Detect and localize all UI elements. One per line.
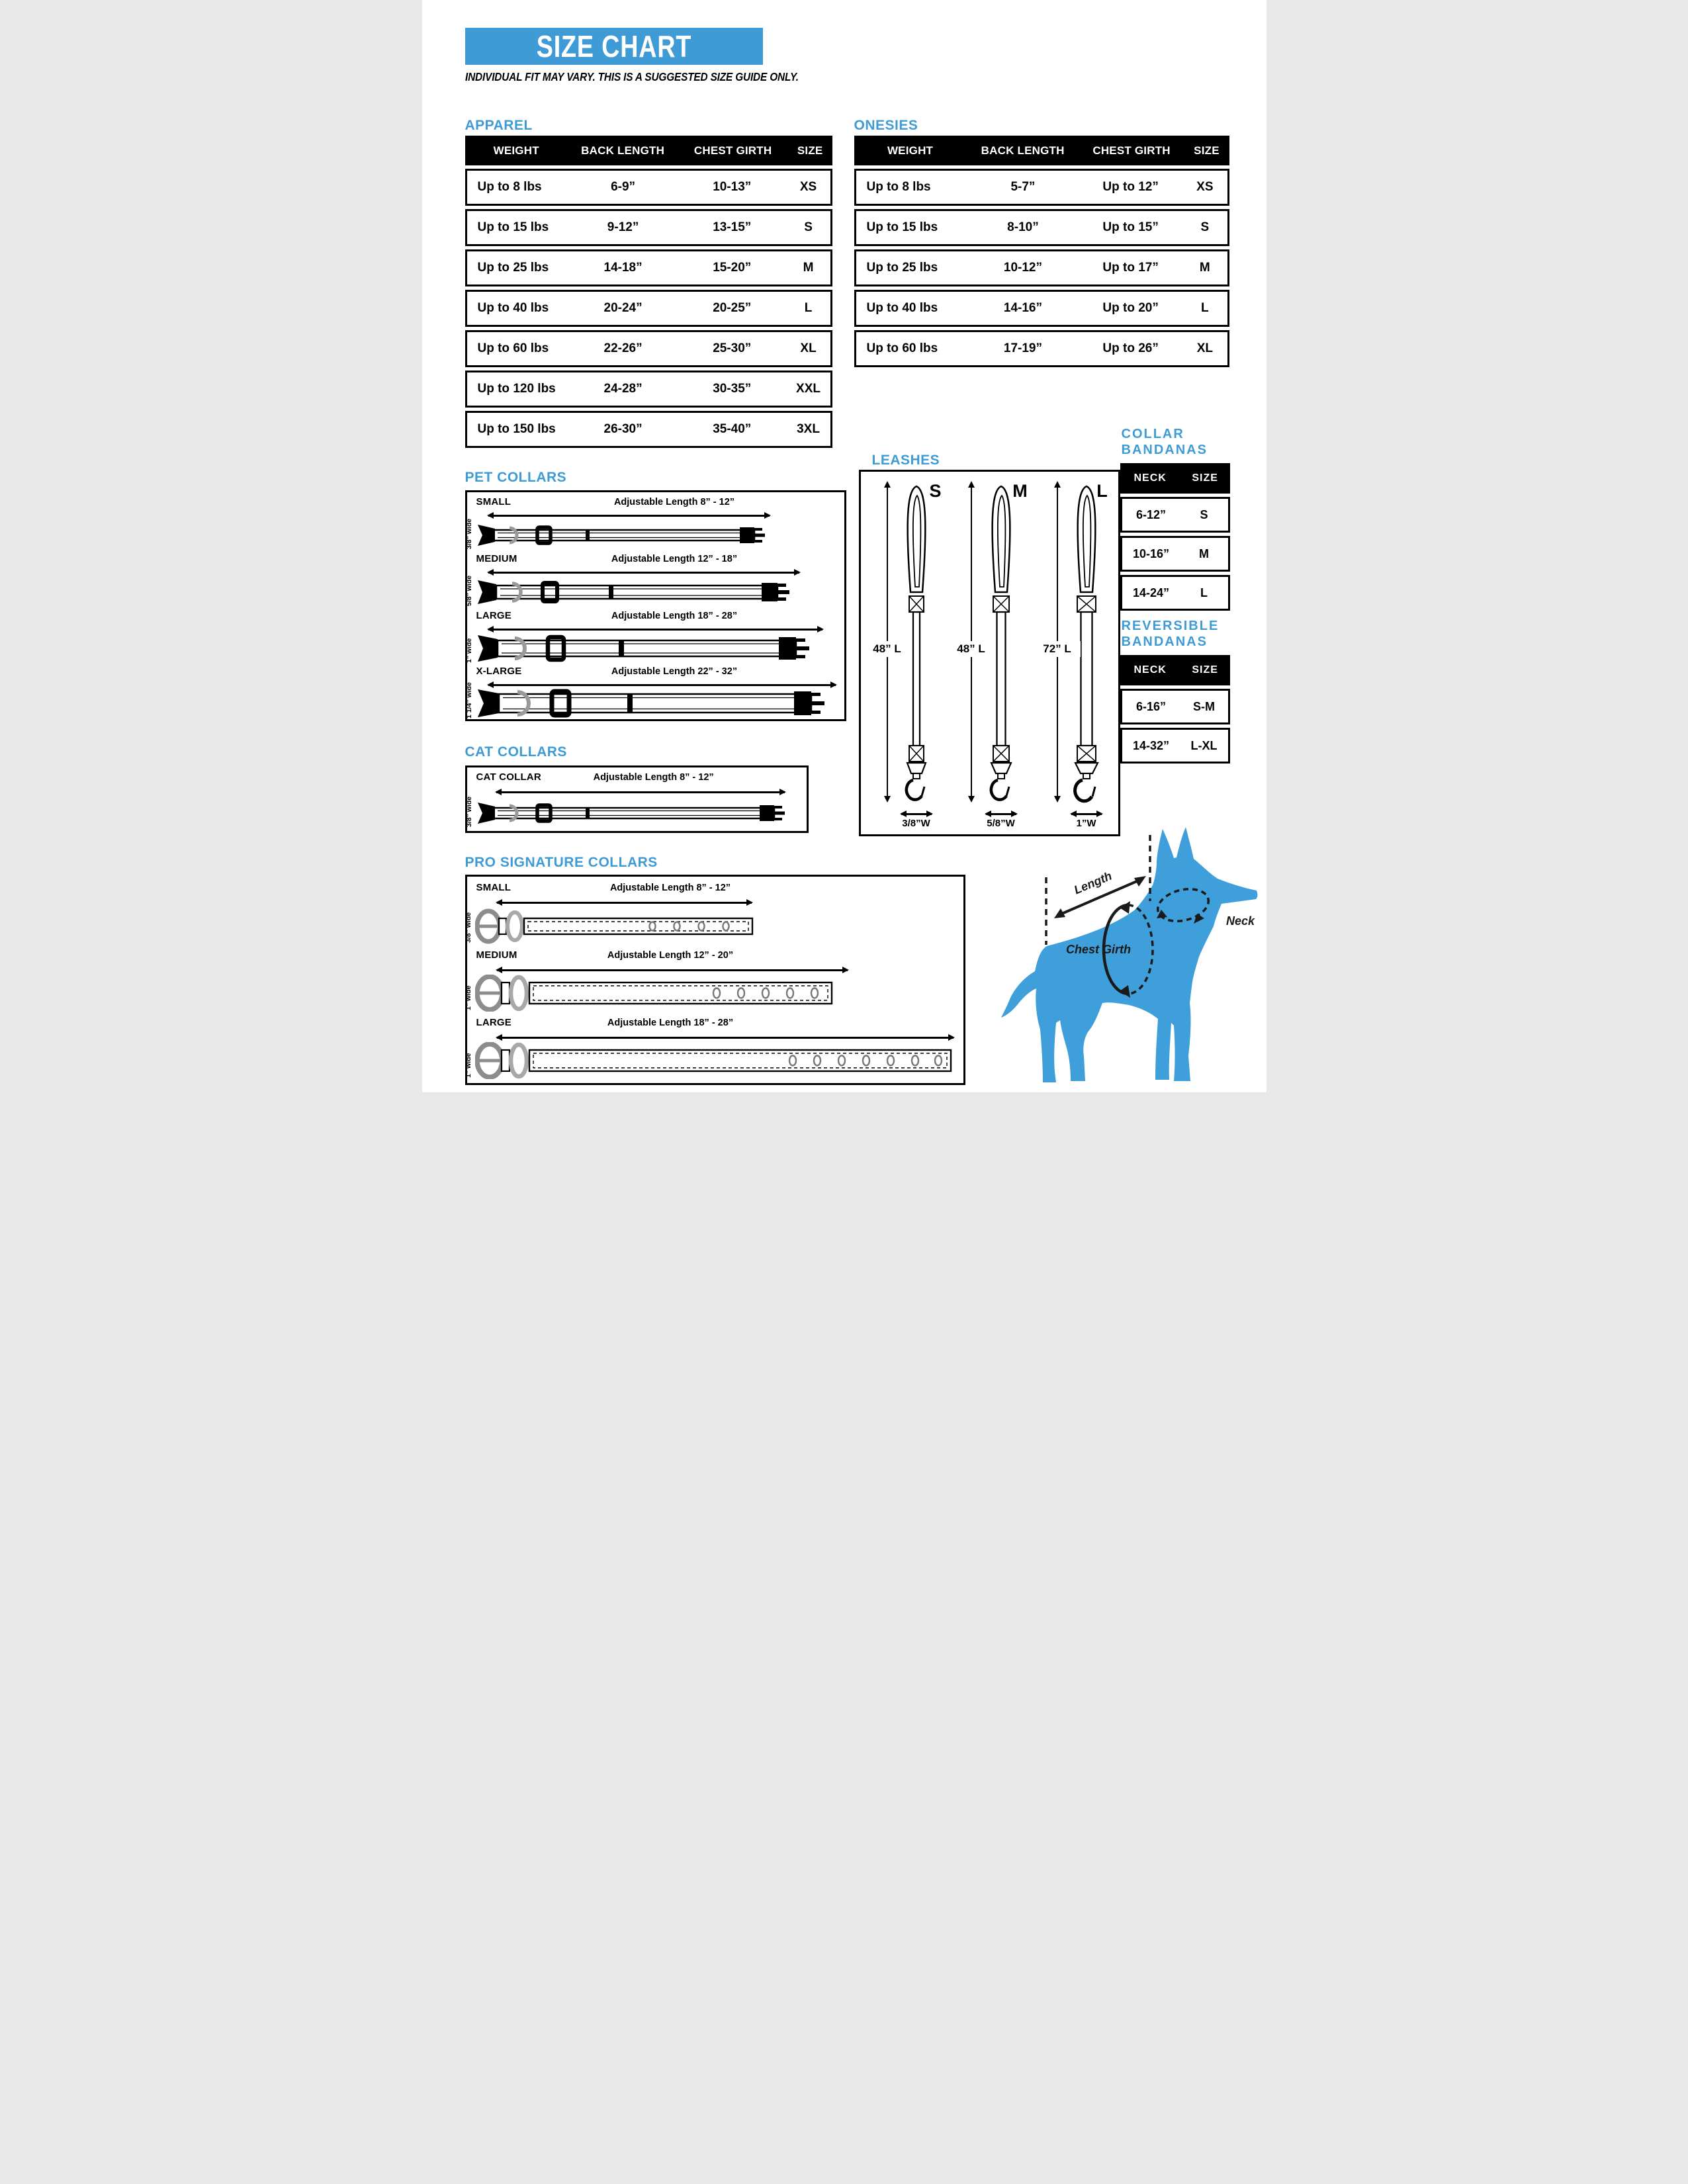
cell-weight: Up to 8 lbs xyxy=(477,180,542,194)
collar-length-label: Adjustable Length 8” - 12” xyxy=(609,883,731,893)
cell-weight: Up to 8 lbs xyxy=(866,180,931,194)
reversible-bandanas-table xyxy=(1120,655,1230,764)
reversible-bandanas-header xyxy=(1120,655,1230,685)
leash-width-label: 1”W xyxy=(1076,818,1096,829)
adjustable-length-arrow xyxy=(488,515,770,517)
column-header: NECK xyxy=(1133,664,1167,676)
cell-size: L-XL xyxy=(1190,738,1218,752)
leash-size-label: S xyxy=(929,481,942,501)
collar-size-label: LARGE xyxy=(476,610,511,621)
collar-width-label: 5/8” wide xyxy=(465,575,473,606)
cell-size: M xyxy=(1199,261,1210,275)
dog-measurement-diagram xyxy=(998,820,1261,1092)
leash-size-label: L xyxy=(1096,481,1108,501)
cell-chest-girth: 30-35” xyxy=(713,382,752,396)
pet-collars-box xyxy=(465,490,846,721)
cell-back-length: 8-10” xyxy=(1007,220,1039,234)
reversible-bandanas-heading-line1: REVERSIBLE xyxy=(1121,619,1220,633)
cell-weight: Up to 25 lbs xyxy=(477,261,549,275)
length-arrowhead xyxy=(1134,876,1146,887)
cell-size: L xyxy=(1201,301,1209,315)
disclaimer-text: INDIVIDUAL FIT MAY VARY. THIS IS A SUGGESTED SIZE GUIDE ONLY. xyxy=(465,70,799,83)
cell-weight: Up to 60 lbs xyxy=(866,341,938,355)
cell-chest-girth: 35-40” xyxy=(713,422,752,436)
onesies-heading: ONESIES xyxy=(854,118,918,133)
adjustable-length-arrow xyxy=(497,969,848,971)
cell-weight: Up to 15 lbs xyxy=(866,220,938,234)
pet-collar-medium xyxy=(467,552,844,606)
column-header: BACK LENGTH xyxy=(581,144,665,157)
cell-size: S xyxy=(1200,507,1208,521)
table-row xyxy=(1120,689,1230,724)
cell-size: XS xyxy=(799,180,817,194)
neck-label: Neck xyxy=(1225,914,1255,928)
size-chart-page xyxy=(422,0,1266,1092)
cell-size: L xyxy=(1200,586,1208,599)
cat-collars-heading: CAT COLLARS xyxy=(465,744,567,760)
cat-collar-row xyxy=(467,770,807,828)
column-header: SIZE xyxy=(1192,664,1218,676)
table-row xyxy=(1120,536,1230,572)
cell-chest-girth: Up to 26” xyxy=(1102,341,1159,355)
cell-weight: Up to 40 lbs xyxy=(477,301,549,315)
pet-collar-large xyxy=(467,609,844,663)
collar-size-label: SMALL xyxy=(476,496,511,507)
cell-chest-girth: 15-20” xyxy=(713,261,752,275)
collar-width-label: 1” wide xyxy=(464,985,472,1010)
pet-collar-small xyxy=(467,495,844,549)
collar-bandanas-table xyxy=(1120,463,1230,611)
collar-width-label: 1” wide xyxy=(465,638,473,663)
cell-weight: Up to 15 lbs xyxy=(477,220,549,234)
cell-size: 3XL xyxy=(797,422,820,436)
leash-width-label: 5/8”W xyxy=(987,818,1015,829)
pro-collar-large xyxy=(464,1016,963,1080)
cell-neck: 6-16” xyxy=(1135,699,1167,713)
table-row xyxy=(465,371,832,408)
table-row xyxy=(854,330,1229,367)
table-row xyxy=(1120,575,1230,611)
cell-chest-girth: 13-15” xyxy=(713,220,752,234)
collar-length-label: Adjustable Length 22” - 32” xyxy=(611,666,738,677)
belt-collar-illustration xyxy=(475,975,836,1012)
cell-back-length: 5-7” xyxy=(1010,180,1036,194)
table-row xyxy=(854,169,1229,206)
collar-width-label: 1” wide xyxy=(464,1053,472,1078)
pro-collar-medium xyxy=(464,948,963,1013)
cell-neck: 10-16” xyxy=(1132,546,1170,560)
collar-length-label: Adjustable Length 12” - 18” xyxy=(611,554,738,564)
column-header: SIZE xyxy=(797,144,823,157)
table-row xyxy=(854,209,1229,246)
adjustable-length-arrow xyxy=(497,1037,954,1039)
cell-back-length: 26-30” xyxy=(603,422,643,436)
column-header: SIZE xyxy=(1194,144,1220,157)
column-header: WEIGHT xyxy=(887,144,934,157)
adjustable-length-arrow xyxy=(488,572,799,574)
pro-signature-collars-heading: PRO SIGNATURE COLLARS xyxy=(465,855,658,870)
adjustable-length-arrow xyxy=(496,791,785,793)
collar-bandanas-heading-line1: COLLAR xyxy=(1121,427,1184,441)
cell-back-length: 17-19” xyxy=(1003,341,1042,355)
length-label: Length xyxy=(1071,869,1114,897)
leash-width-arrow xyxy=(986,813,1016,815)
column-header: CHEST GIRTH xyxy=(1092,144,1171,157)
adjustable-length-arrow xyxy=(488,684,836,686)
column-header: BACK LENGTH xyxy=(981,144,1065,157)
collar-width-label: 3/8” wide xyxy=(465,518,473,549)
leash-length-label: 48” L xyxy=(864,641,911,657)
cell-back-length: 14-16” xyxy=(1003,301,1042,315)
cell-chest-girth: 20-25” xyxy=(713,301,752,315)
cell-chest-girth: Up to 20” xyxy=(1102,301,1159,315)
cell-chest-girth: Up to 12” xyxy=(1102,180,1159,194)
column-header: NECK xyxy=(1133,472,1167,484)
adjustable-length-arrow xyxy=(497,902,752,904)
collar-illustration xyxy=(476,634,817,663)
collar-size-label: SMALL xyxy=(476,882,511,893)
table-row xyxy=(465,411,832,448)
collar-bandanas-header xyxy=(1120,463,1230,494)
leash-width-arrow xyxy=(1071,813,1102,815)
cell-chest-girth: Up to 15” xyxy=(1102,220,1159,234)
collar-size-label: MEDIUM xyxy=(476,553,517,564)
cell-size: XL xyxy=(800,341,817,355)
cell-chest-girth: 10-13” xyxy=(713,180,752,194)
cell-size: XXL xyxy=(796,382,821,396)
collar-width-label: 3/8” wide xyxy=(465,796,473,827)
cell-weight: Up to 25 lbs xyxy=(866,261,938,275)
cell-back-length: 24-28” xyxy=(603,382,643,396)
cat-collars-box xyxy=(465,765,809,833)
leash-size-label: M xyxy=(1012,481,1028,501)
table-row xyxy=(1120,497,1230,533)
pet-collar-xlarge xyxy=(467,664,844,719)
chest-girth-label: Chest Girth xyxy=(1065,943,1131,956)
cell-neck: 14-32” xyxy=(1132,738,1170,752)
apparel-table xyxy=(465,136,832,448)
cell-back-length: 22-26” xyxy=(603,341,643,355)
cell-back-length: 20-24” xyxy=(603,301,643,315)
leashes-box xyxy=(859,470,1120,836)
onesies-table-header xyxy=(854,136,1229,165)
cell-size: M xyxy=(1199,546,1209,560)
table-row xyxy=(854,249,1229,286)
pro-signature-collars-box xyxy=(465,875,965,1085)
collar-illustration xyxy=(476,689,834,718)
cell-size: XS xyxy=(1196,180,1214,194)
leashes-heading: LEASHES xyxy=(871,453,940,468)
title-banner xyxy=(465,28,763,65)
collar-length-label: Adjustable Length 18” - 28” xyxy=(611,611,738,621)
cell-back-length: 6-9” xyxy=(611,180,636,194)
cell-weight: Up to 120 lbs xyxy=(477,382,556,396)
leash-width-arrow xyxy=(901,813,932,815)
chest-arrowhead xyxy=(1120,901,1130,914)
belt-collar-illustration xyxy=(475,1042,955,1079)
cell-size: XL xyxy=(1196,341,1213,355)
leash-length-label: 48” L xyxy=(948,641,995,657)
collar-width-label: 3/8” wide xyxy=(464,912,472,943)
collar-length-label: Adjustable Length 12” - 20” xyxy=(607,950,734,961)
collar-illustration xyxy=(476,521,774,549)
table-row xyxy=(465,330,832,367)
cell-size: L xyxy=(804,301,813,315)
cell-neck: 6-12” xyxy=(1135,507,1167,521)
table-row xyxy=(465,249,832,286)
cell-chest-girth: 25-30” xyxy=(713,341,752,355)
column-header: SIZE xyxy=(1192,472,1218,484)
belt-collar-illustration xyxy=(475,908,756,944)
pro-collar-small xyxy=(464,881,963,945)
column-header: WEIGHT xyxy=(493,144,539,157)
collar-width-label: 1 1/4” wide xyxy=(465,682,473,719)
table-row xyxy=(465,209,832,246)
adjustable-length-arrow xyxy=(488,629,822,631)
cell-back-length: 10-12” xyxy=(1003,261,1042,275)
cell-neck: 14-24” xyxy=(1132,586,1170,599)
leash-length-label: 72” L xyxy=(1034,641,1081,657)
cell-weight: Up to 40 lbs xyxy=(866,301,938,315)
cell-weight: Up to 150 lbs xyxy=(477,422,556,436)
pet-collars-heading: PET COLLARS xyxy=(465,470,567,485)
column-header: CHEST GIRTH xyxy=(693,144,772,157)
table-row xyxy=(1120,728,1230,764)
cell-weight: Up to 60 lbs xyxy=(477,341,549,355)
cell-size: S xyxy=(1200,220,1210,234)
table-row xyxy=(465,169,832,206)
collar-size-label: X-LARGE xyxy=(476,666,522,677)
collar-size-label: MEDIUM xyxy=(476,949,517,961)
page-title: SIZE CHART xyxy=(536,29,691,64)
apparel-table-header xyxy=(465,136,832,165)
cell-chest-girth: Up to 17” xyxy=(1102,261,1159,275)
collar-size-label: LARGE xyxy=(476,1017,511,1028)
leash-width-label: 3/8”W xyxy=(902,818,930,829)
onesies-table xyxy=(854,136,1229,367)
table-row xyxy=(465,290,832,327)
cell-size: S xyxy=(804,220,813,234)
cell-back-length: 14-18” xyxy=(603,261,643,275)
collar-length-label: Adjustable Length 8” - 12” xyxy=(613,497,735,507)
collar-illustration xyxy=(476,799,794,827)
collar-length-label: Adjustable Length 18” - 28” xyxy=(607,1018,734,1028)
cell-size: S-M xyxy=(1193,699,1215,713)
collar-illustration xyxy=(476,578,797,606)
table-row xyxy=(854,290,1229,327)
cell-size: M xyxy=(803,261,814,275)
collar-length-label: Adjustable Length 8” - 12” xyxy=(593,772,714,783)
cell-back-length: 9-12” xyxy=(607,220,639,234)
reversible-bandanas-heading-line2: BANDANAS xyxy=(1121,634,1208,649)
apparel-heading: APPAREL xyxy=(465,118,533,133)
collar-size-label: CAT COLLAR xyxy=(476,771,541,783)
collar-bandanas-heading-line2: BANDANAS xyxy=(1121,443,1208,457)
